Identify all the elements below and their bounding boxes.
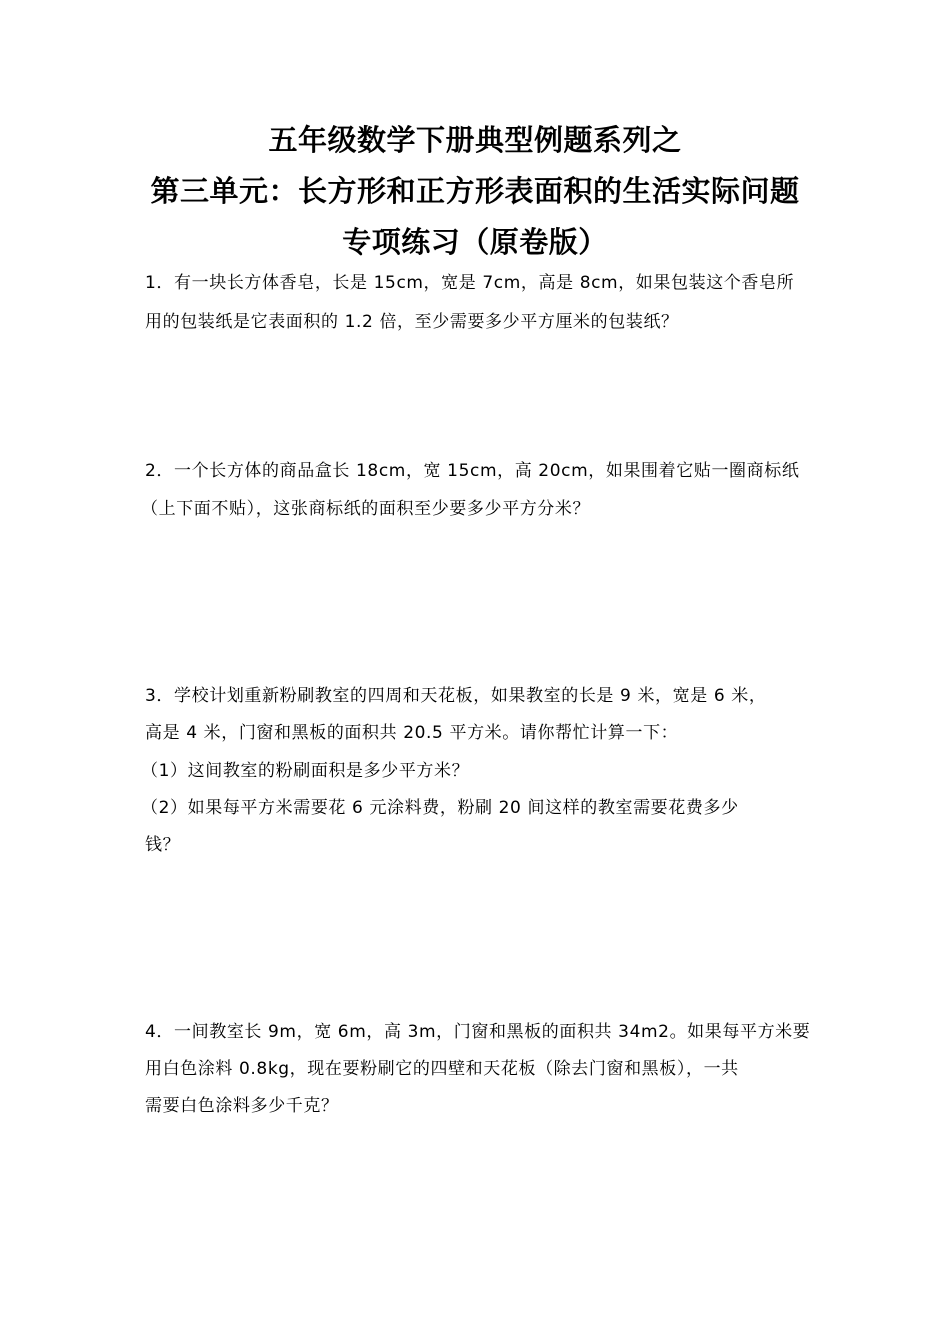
question-1-line-1: 1．有一块长方体香皂，长是 15cm，宽是 7cm，高是 8cm，如果包装这个香皂所 xyxy=(145,273,795,293)
question-4-line-1: 4．一间教室长 9m，宽 6m，高 3m，门窗和黑板的面积共 34m2。如果每平方米要 xyxy=(145,1022,811,1042)
question-2-line-2: （上下面不贴），这张商标纸的面积至少要多少平方分米？ xyxy=(141,499,591,519)
document-title-line-2: 第三单元：长方形和正方形表面积的生活实际问题 xyxy=(150,174,800,208)
question-3-subquestion-1: （1）这间教室的粉刷面积是多少平方米？ xyxy=(141,761,470,781)
question-2-line-1: 2．一个长方体的商品盒长 18cm，宽 15cm，高 20cm，如果围着它贴一圈商标纸 xyxy=(145,461,800,481)
question-3-line-5: 钱？ xyxy=(145,835,181,855)
question-3-line-1: 3．学校计划重新粉刷教室的四周和天花板，如果教室的长是 9 米，宽是 6 米， xyxy=(145,686,767,706)
question-4-line-3: 需要白色涂料多少千克？ xyxy=(145,1096,339,1116)
document-title-line-1: 五年级数学下册典型例题系列之 xyxy=(268,123,682,157)
question-4-line-2: 用白色涂料 0.8kg，现在要粉刷它的四壁和天花板（除去门窗和黑板），一共 xyxy=(145,1059,739,1079)
question-3-line-2: 高是 4 米，门窗和黑板的面积共 20.5 平方米。请你帮忙计算一下： xyxy=(145,723,679,743)
question-3-subquestion-2: （2）如果每平方米需要花 6 元涂料费，粉刷 20 间这样的教室需要花费多少 xyxy=(141,798,739,818)
question-1-line-2: 用的包装纸是它表面积的 1.2 倍，至少需要多少平方厘米的包装纸？ xyxy=(145,312,679,332)
document-title-line-3: 专项练习（原卷版） xyxy=(342,225,608,259)
